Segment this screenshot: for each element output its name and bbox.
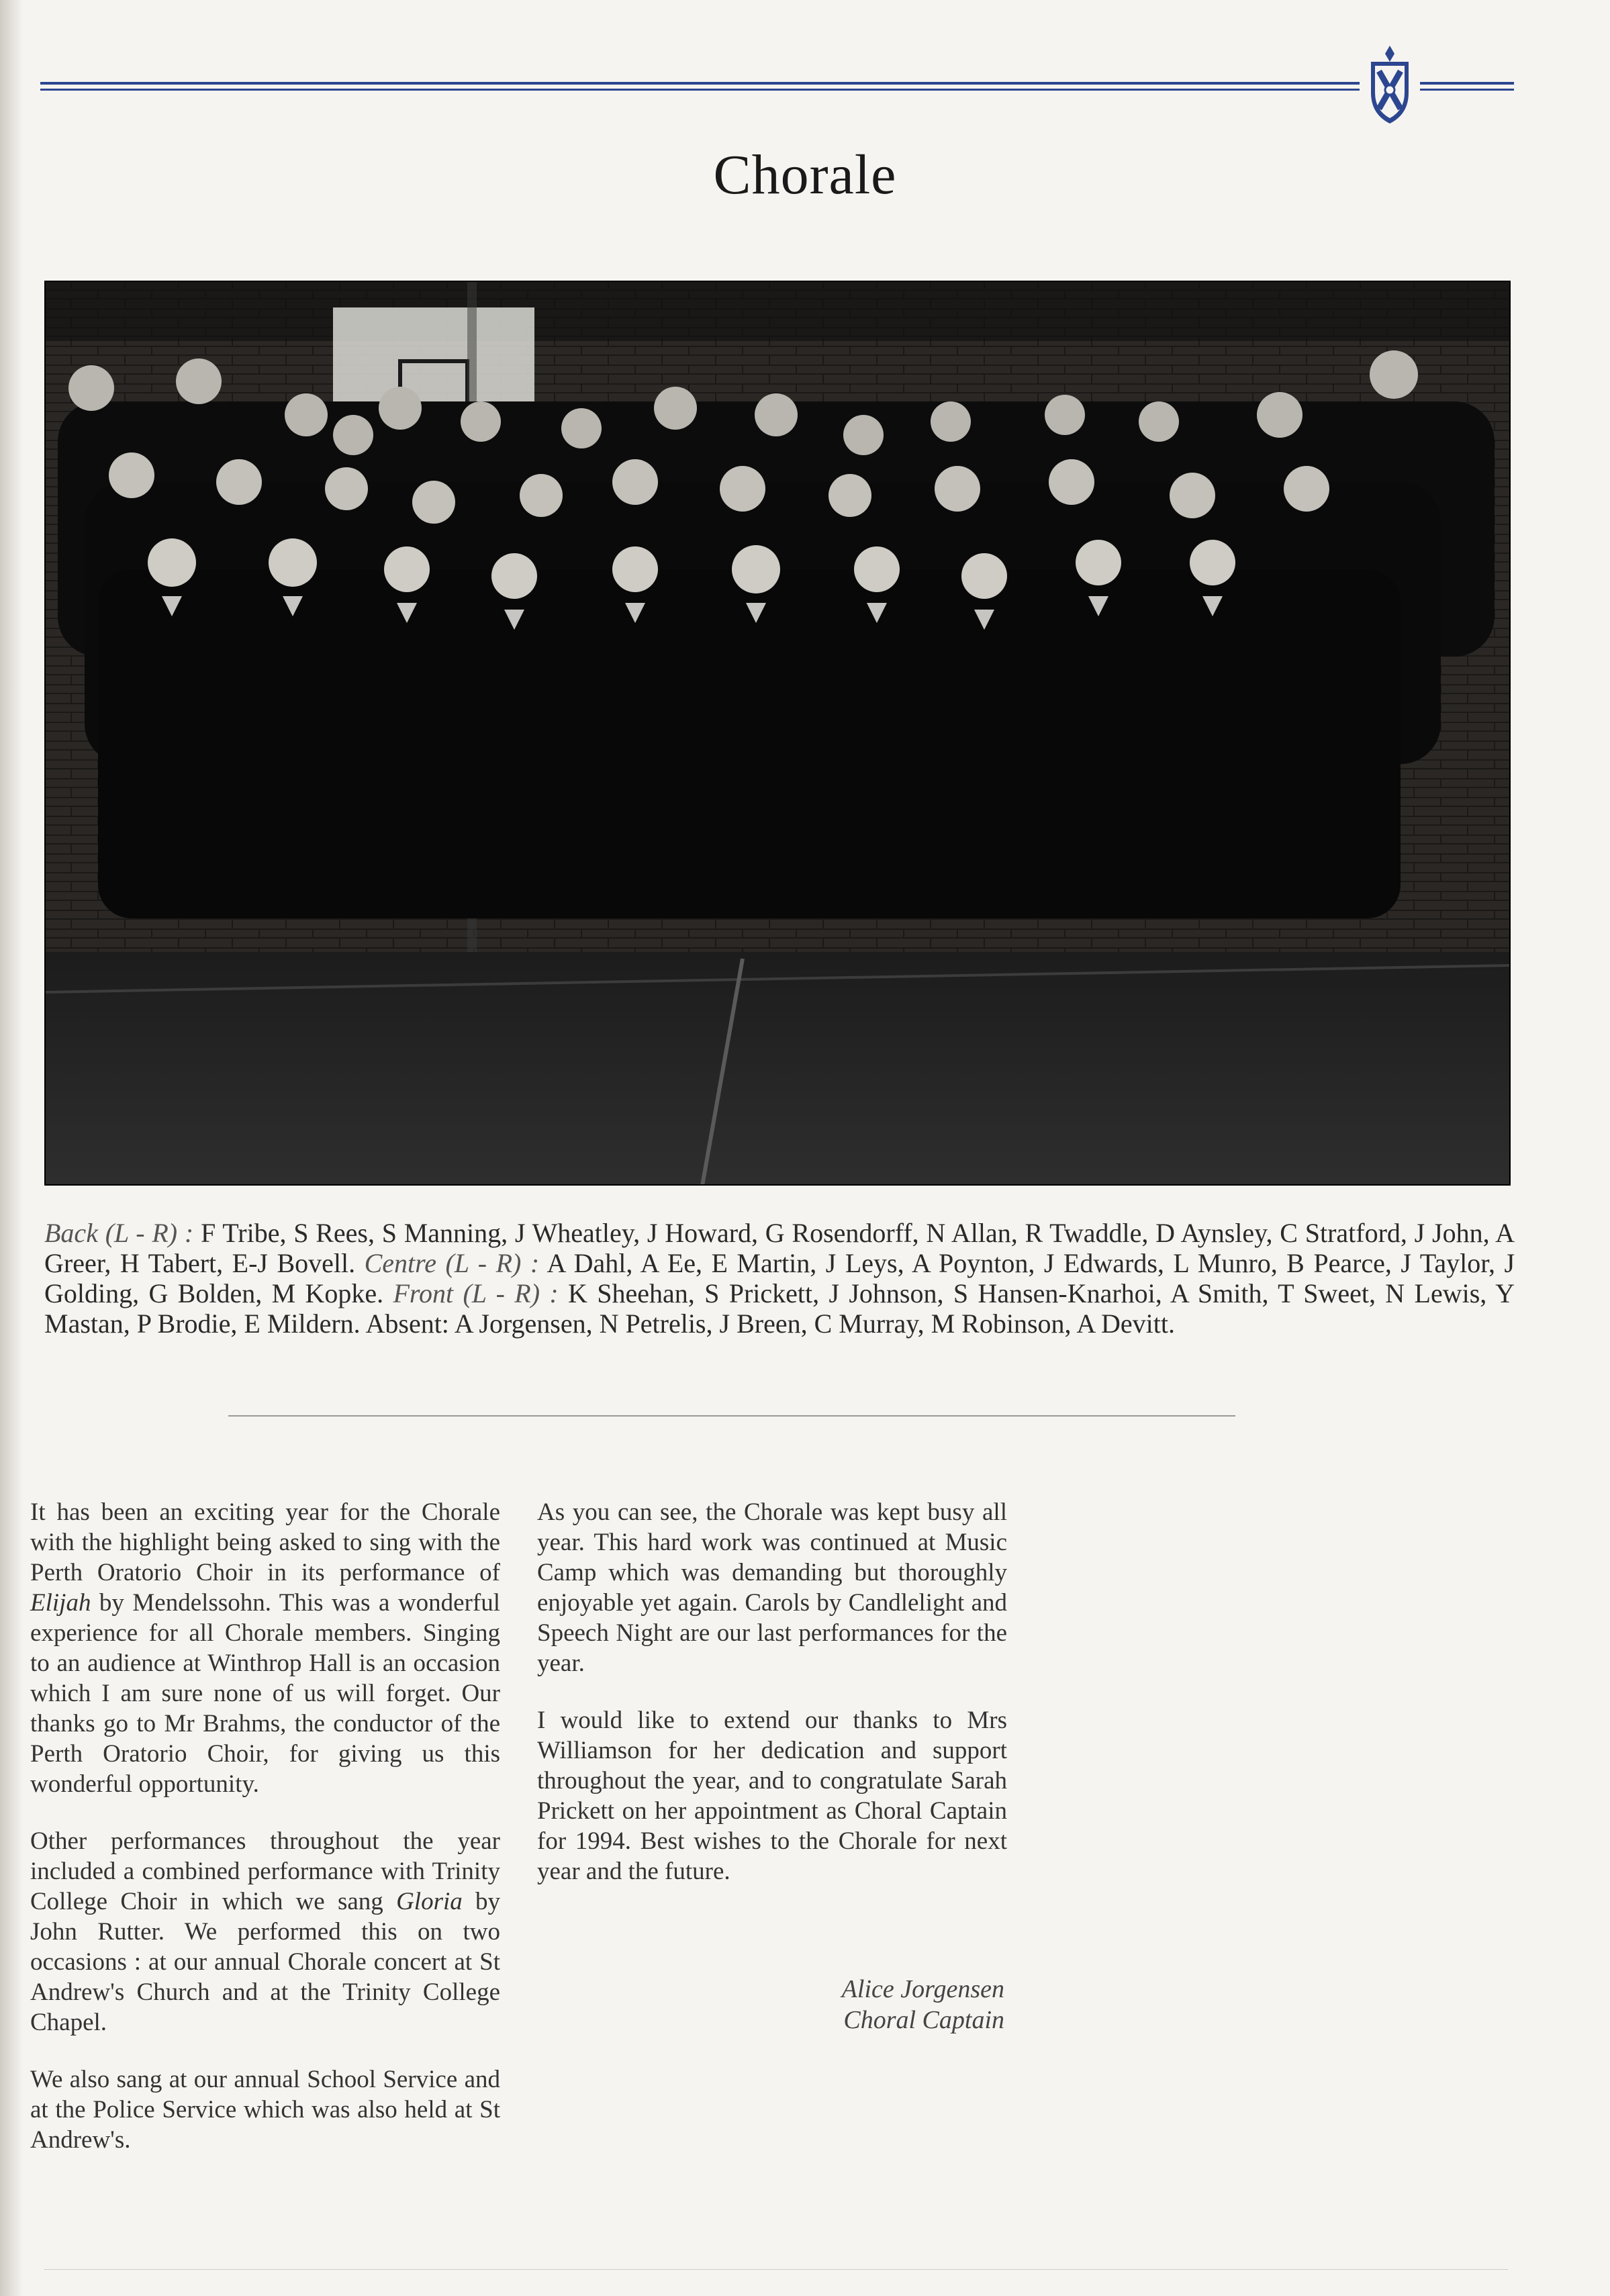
header-rule-right-thick [1420,82,1514,85]
page-bottom-rule [44,2269,1508,2270]
header-rule-thick [40,82,1360,85]
choir-photo-drawing [44,281,1511,1186]
article-p2-text-b: by John Rutter. We performed this on two occasions : at our annual Chorale concert at St Andrew's Church and at the Trinity College Chapel. [30,1888,501,2036]
signature-role: Choral Captain [843,2006,1004,2034]
article-column-left [30,1497,500,2182]
caption-centre-names: A Dahl, A Ee, E Martin, J Leys, A Poynton, J Edwards, L Munro, B Pearce, J Taylor, J Golding, G Bolden, M Kopke. [44,1248,1515,1308]
section-divider [228,1415,1235,1417]
school-crest-icon [1363,44,1417,126]
article-paragraph-1 [30,1497,500,1799]
article-p1-text-b: by Mendelssohn. This was a wonderful experience for all Chorale members. Singing to an audience at Winthrop Hall is an occasion which I am sure none of us will forget. Our thanks go to Mr Brahms, the conductor of the Perth Oratorio Choir, for giving us this wonderful opportunity. [30,1589,500,1798]
article-paragraph-3: We also sang at our annual School Service and at the Police Service which was also held at St Andrew's. [30,2066,500,2154]
article-p1-title-elijah: Elijah [30,1589,91,1617]
article-p1-text-a: It has been an exciting year for the Chorale with the highlight being asked to sing with the Perth Oratorio Choir in its performance of [30,1498,500,1586]
caption-front-label: Front (L - R) : [393,1278,559,1308]
caption-centre-label: Centre (L - R) : [364,1248,540,1278]
header-rule-thin [40,89,1360,91]
page-gutter-shadow [0,0,23,2296]
caption-back-label: Back (L - R) : [44,1218,194,1248]
caption-back-names: F Tribe, S Rees, S Manning, J Wheatley, J Howard, G Rosendorff, N Allan, R Twaddle, D Aynsley, C Stratford, J John, A Greer, H Tabert, E-J Bovell. [44,1218,1515,1278]
signature-block [772,1974,1004,2036]
article-paragraph-5: I would like to extend our thanks to Mrs Williamson for her dedication and support throughout the year, and to congratulate Sarah Prickett on her appointment as Choral Captain for 1994. Best wishes to the Chorale for next year and the future. [537,1707,1007,1885]
caption-front-names: K Sheehan, S Prickett, J Johnson, S Hansen-Knarhoi, A Smith, T Sweet, N Lewis, Y Mastan, P Brodie, E Mildern. [44,1278,1515,1339]
article-p2-title-gloria: Gloria [396,1888,463,1915]
caption-absent: Absent: A Jorgensen, N Petrelis, J Breen, C Murray, M Robinson, A Devitt. [365,1308,1175,1339]
page-title: Chorale [713,144,897,206]
photo-caption [44,1218,1515,1339]
choir-group-photo [44,281,1511,1186]
choir-front-row [98,569,1401,918]
header-rule-right-thin [1420,89,1514,91]
signature-name: Alice Jorgensen [841,1975,1004,2003]
article-column-right [537,1497,1007,1913]
article-p2-text-a: Other performances throughout the year included a combined performance with Trinity College Choir in which we sang [30,1827,500,1915]
article-paragraph-2 [30,1826,500,2038]
article-paragraph-4: As you can see, the Chorale was kept busy all year. This hard work was continued at Music Camp which was demanding but thoroughly enjoyable yet again. Carols by Candlelight and Speech Night are our last performances for the year. [537,1498,1007,1677]
